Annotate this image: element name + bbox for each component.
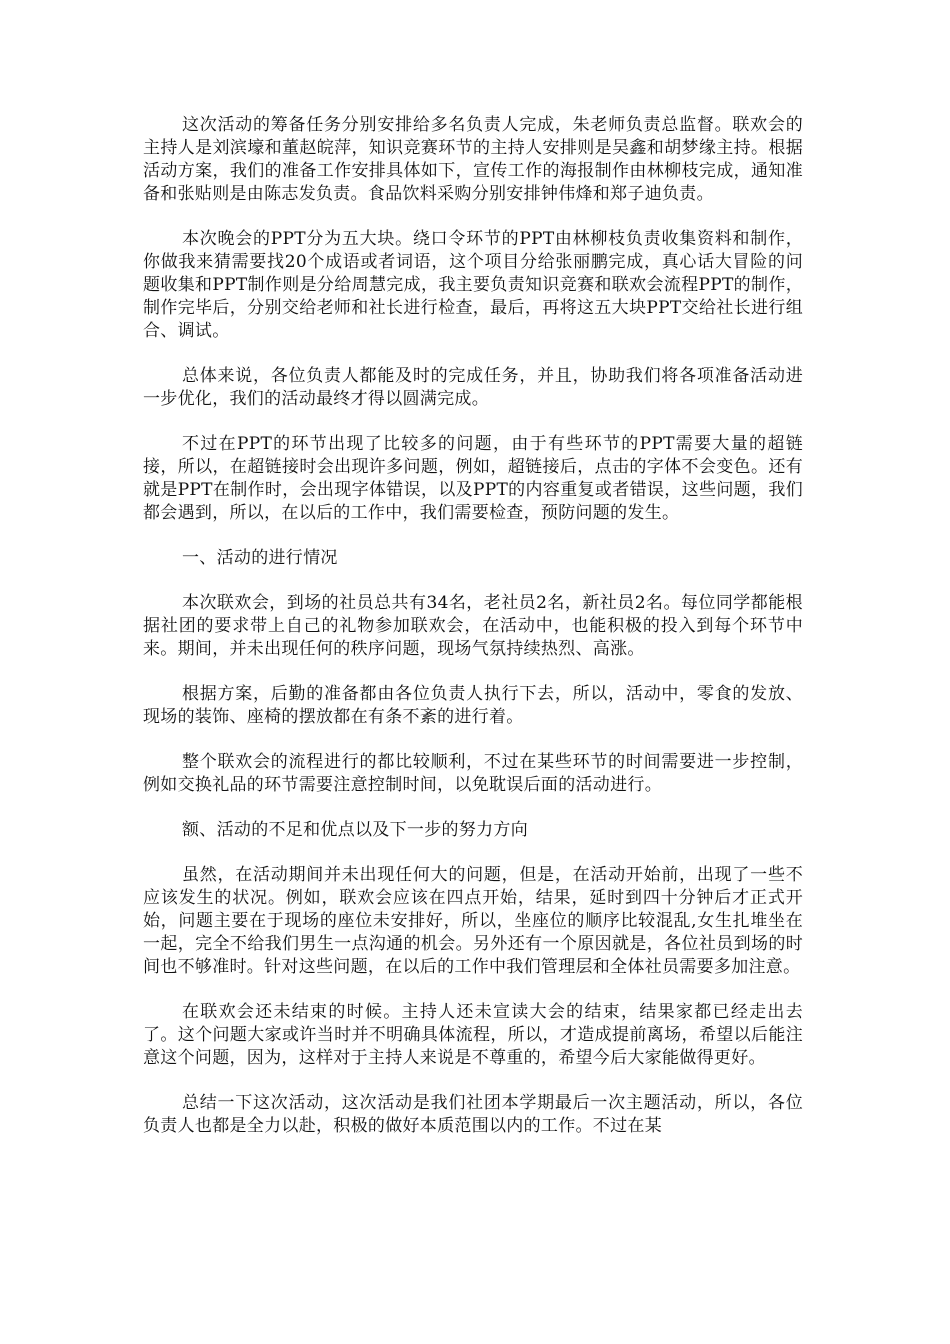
document-page <box>143 114 803 1160</box>
paragraph-attendance: 本次联欢会，到场的社员总共有34名，老社员2名，新社员2名。每位同学都能根据社团的要求带上自己的礼物参加联欢会，在活动中，也能积极的投入到每个环节中来。期间，并未出现任何的秩序问题，现场气氛持续热烈、高涨。 <box>143 593 803 659</box>
paragraph-conclusion: 总结一下这次活动，这次活动是我们社团本学期最后一次主题活动，所以，各位负责人也都是全力以赴，积极的做好本质范围以内的工作。不过在某 <box>143 1093 803 1136</box>
paragraph-preparation-assignments: 这次活动的筹备任务分别安排给多名负责人完成，朱老师负责总监督。联欢会的主持人是刘滨壕和董赵皖萍，知识竞赛环节的主持人安排则是吴鑫和胡梦缘主持。根据活动方案，我们的准备工作安排具体如下，宣传工作的海报制作由林柳枝完成，通知准备和张贴则是由陈志发负责。食品饮料采购分别安排钟伟烽和郑子迪负责。 <box>143 115 803 204</box>
paragraph-early-leaving: 在联欢会还未结束的时候。主持人还未宣读大会的结束，结果家都已经走出去了。这个问题大家或许当时并不明确具体流程，所以，才造成提前离场，希望以后能注意这个问题，因为，这样对于主持人来说是不尊重的，希望今后大家能做得更好。 <box>143 1002 803 1068</box>
section-heading-progress: 一、活动的进行情况 <box>182 548 338 568</box>
paragraph-issues-before-start: 虽然，在活动期间并未出现任何大的问题，但是，在活动开始前，出现了一些不应该发生的状况。例如，联欢会应该在四点开始，结果，延时到四十分钟后才正式开始，问题主要在于现场的座位未安排好，所以，坐座位的顺序比较混乱,女生扎堆坐在一起，完全不给我们男生一点沟通的机会。另外还有一个原因就是，各位社员到场的时间也不够准时。针对这些问题，在以后的工作中我们管理层和全体社员需要多加注意。 <box>143 865 803 977</box>
paragraph-ppt-division: 本次晚会的PPT分为五大块。绕口令环节的PPT由林柳枝负责收集资料和制作，你做我来猜需要找20个成语或者词语，这个项目分给张丽鹏完成，真心话大冒险的问题收集和PPT制作则是分给周慧完成，我主要负责知识竞赛和联欢会流程PPT的制作，制作完毕后，分别交给老师和社长进行检查，最后，再将这五大块PPT交给社长进行组合、调试。 <box>143 229 803 341</box>
paragraph-overall-summary: 总体来说，各位负责人都能及时的完成任务，并且，协助我们将各项准备活动进一步优化，我们的活动最终才得以圆满完成。 <box>143 366 803 409</box>
paragraph-flow: 整个联欢会的流程进行的都比较顺利，不过在某些环节的时间需要进一步控制，例如交换礼品的环节需要注意控制时间，以免耽误后面的活动进行。 <box>143 752 803 795</box>
paragraph-ppt-problems: 不过在PPT的环节出现了比较多的问题，由于有些环节的PPT需要大量的超链接，所以，在超链接时会出现许多问题，例如，超链接后，点击的字体不会变色。还有就是PPT在制作时，会出现字体错误，以及PPT的内容重复或者错误，这些问题，我们都会遇到，所以，在以后的工作中，我们需要检查，预防问题的发生。 <box>143 434 803 523</box>
paragraph-logistics: 根据方案，后勤的准备都由各位负责人执行下去，所以，活动中，零食的发放、现场的装饰、座椅的摆放都在有条不紊的进行着。 <box>143 684 803 727</box>
section-heading-shortcomings: 额、活动的不足和优点以及下一步的努力方向 <box>182 820 528 840</box>
